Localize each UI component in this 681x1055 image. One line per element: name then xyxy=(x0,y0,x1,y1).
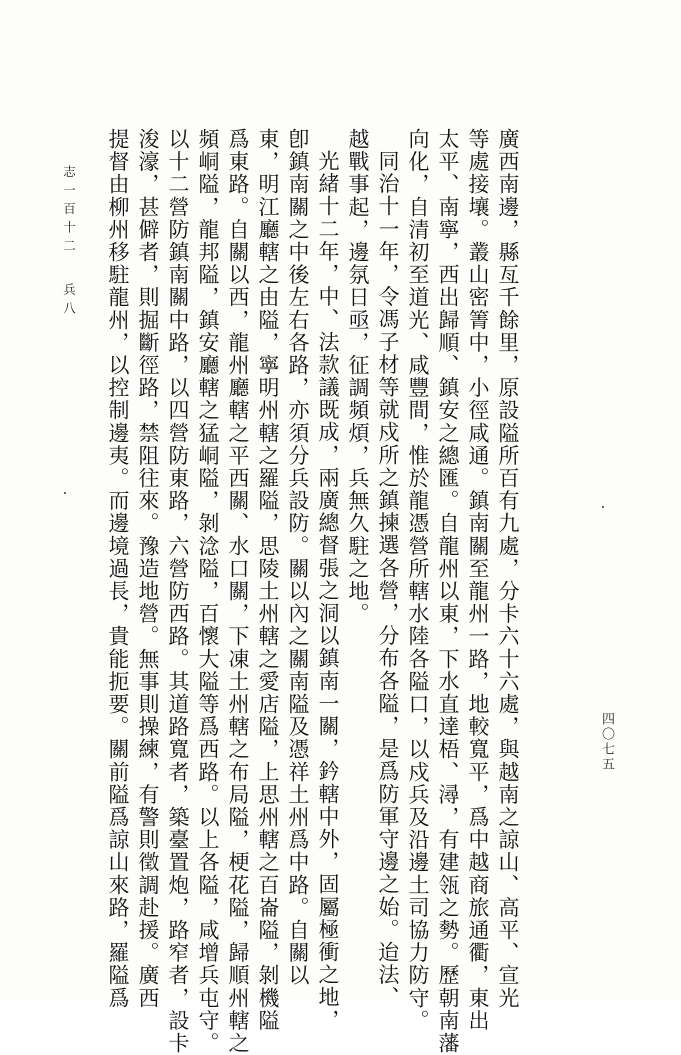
text-column-4: 向化，自清初至道光、咸豐間，惟於龍憑營所轄水陸各隘口，以戍兵及沿邊土司協力防守。 xyxy=(406,128,430,1032)
text-column-9: 東，明江廳轄之由隘，寧明州轄之羅隘，思陵土州轄之愛店隘，上思州轄之百崙隘，剝機隘 xyxy=(256,128,280,1032)
print-speck xyxy=(64,492,66,494)
text-column-12: 以十二營防鎮南關中路，以四營防東路，六營防西路。其道路寬者，築臺置炮，路窄者，設卡 xyxy=(166,128,190,1055)
text-column-14: 提督由柳州移駐龍州，以控制邊夷。而邊境過長，貴能扼要。關前隘爲諒山來路，羅隘爲 xyxy=(106,128,130,1010)
text-column-2: 等處接壤。叢山密箐中，小徑咸通。鎮南關至龍州一路，地較寬平，爲中越商旅通衢，東出 xyxy=(466,128,490,1032)
print-speck xyxy=(602,506,604,508)
page-number: 四〇七五 xyxy=(599,712,614,772)
text-column-8: 卽鎮南關之中後左右各路，亦須分兵設防。關以內之關南隘及憑祥土州爲中路。自關以 xyxy=(286,128,310,987)
running-head-section: 兵八 xyxy=(61,283,77,320)
text-column-5: 同治十一年，令馮子材等就戍所之鎮揀選各營，分布各隘，是爲防軍守邊之始。迨法、 xyxy=(376,150,400,1009)
text-column-3: 太平、南寧，西出歸順、鎮安之總匯。自龍州以東，下水直達梧、潯，有建瓴之勢。歷朝南藩 xyxy=(436,128,460,1055)
running-head-volume: 志一百十二 xyxy=(61,165,77,258)
text-column-10: 爲東路。自關以西，龍州廳轄之平西關、水口關，下凍土州轄之布局隘，梗花隘，歸順州轄之 xyxy=(226,128,250,1055)
text-column-7: 光緒十二年，中、法款議既成，兩廣總督張之洞以鎮南一關，鈐轄中外，固屬極衝之地， xyxy=(316,150,340,1032)
text-column-6: 越戰事起，邊氛日亟，征調頻煩，兵無久駐之地。 xyxy=(346,128,370,626)
text-column-11: 頻峒隘，龍邦隘，鎮安廳轄之猛峒隘，剝淰隘，百懷大隘等爲西路。以上各隘，咸增兵屯守。 xyxy=(196,128,220,1055)
text-column-13: 浚濠，甚僻者，則掘斷徑路，禁阻往來。豫造地營。無事則操練，有警則徵調赴援。廣西 xyxy=(136,128,160,1010)
text-column-1: 廣西南邊，縣亙千餘里，原設隘所百有九處，分卡六十六處，與越南之諒山、高平、宣光 xyxy=(496,128,520,1010)
